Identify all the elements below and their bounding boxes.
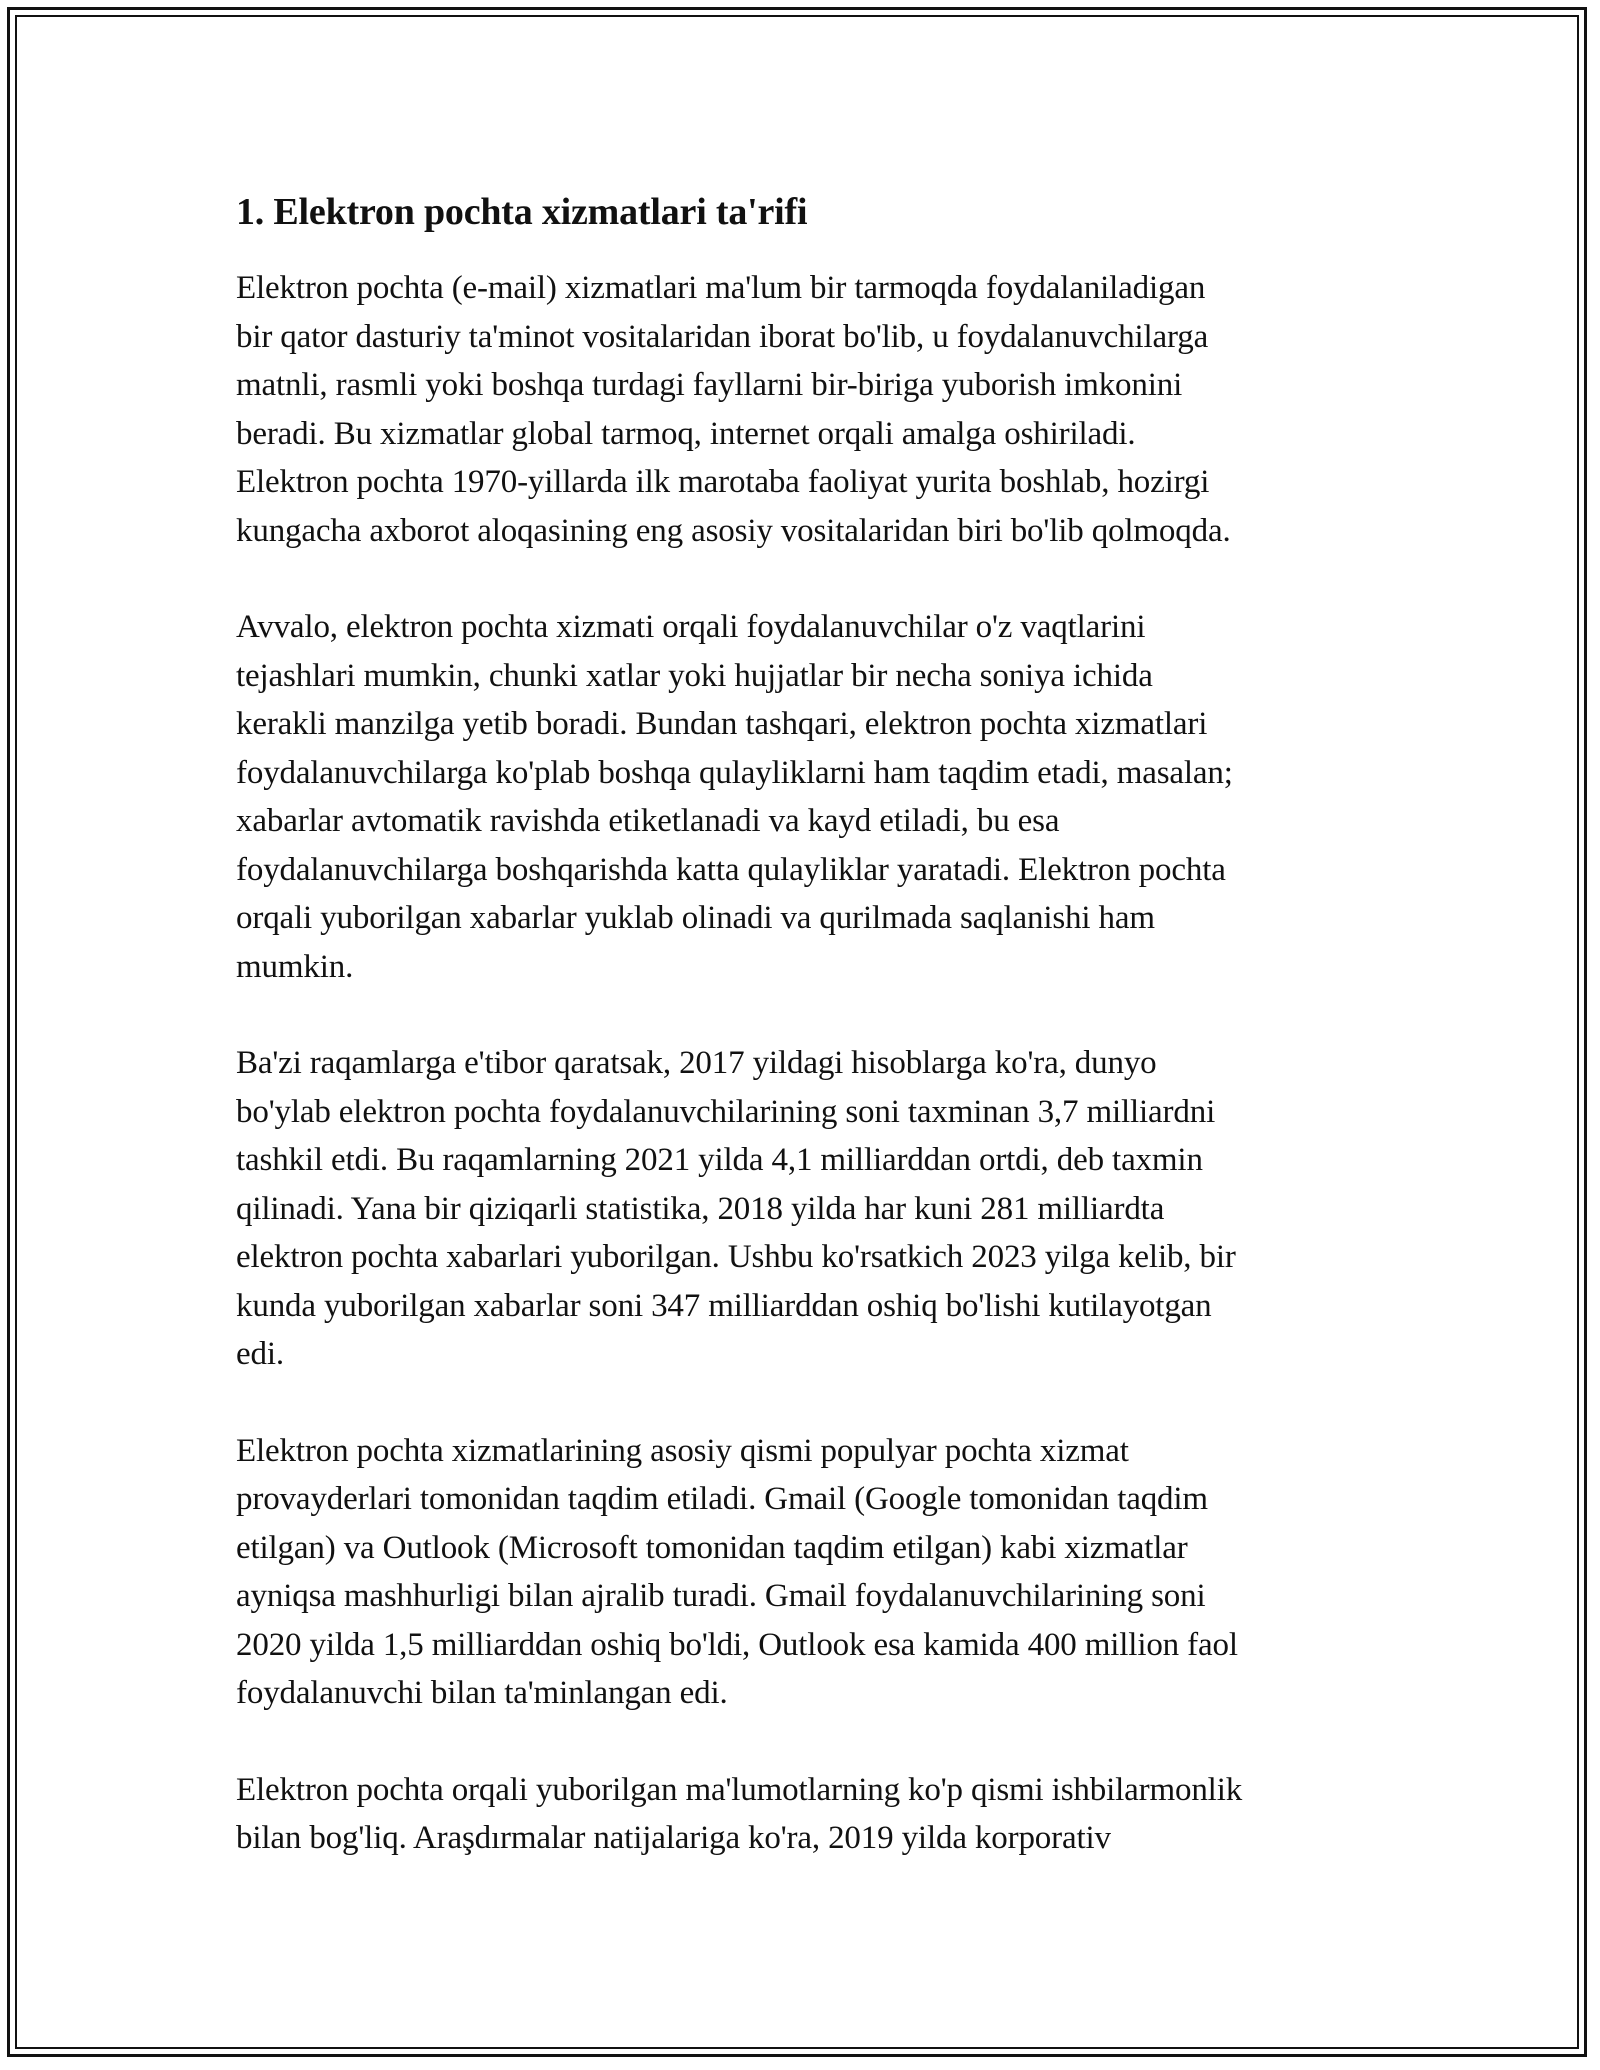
text-line: kungacha axborot aloqasining eng asosiy vositalaridan biri bo'lib qolmoqda.: [236, 512, 1231, 549]
text-line: elektron pochta xabarlari yuborilgan. Ushbu ko'rsatkich 2023 yilga kelib, bir: [236, 1239, 1236, 1275]
section-heading: 1. Elektron pochta xizmatlari ta'rifi: [236, 191, 808, 233]
text-line: tejashlari mumkin, chunki xatlar yoki hujjatlar bir necha soniya ichida: [236, 657, 1153, 694]
text-line: Elektron pochta (e-mail) xizmatlari ma'lum bir tarmoqda foydalaniladigan: [236, 270, 1206, 306]
text-line: xabarlar avtomatik ravishda etiketlanadi va kayd etiladi, bu esa: [236, 803, 1060, 839]
text-line: bo'ylab elektron pochta foydalanuvchilarining soni taxminan 3,7 milliardni: [236, 1093, 1216, 1130]
paragraph-list: [236, 264, 1386, 1863]
text-line: beradi. Bu xizmatlar global tarmoq, internet orqali amalga oshiriladi.: [236, 415, 1136, 452]
text-line: mumkin.: [236, 948, 354, 985]
paragraph: [236, 603, 1386, 991]
text-line: qilinadi. Yana bir qiziqarli statistika, 2018 yilda har kuni 281 milliardta: [236, 1190, 1165, 1227]
document-body: [236, 186, 1386, 1911]
paragraph: [236, 1039, 1386, 1379]
text-line: foydalanuvchilarga boshqarishda katta qulayliklar yaratadi. Elektron pochta: [236, 851, 1226, 888]
text-line: provayderlari tomonidan taqdim etiladi. Gmail (Google tomonidan taqdim: [236, 1481, 1208, 1517]
text-line: Ba'zi raqamlarga e'tibor qaratsak, 2017 yildagi hisoblarga ko'ra, dunyo: [236, 1045, 1157, 1081]
text-line: Elektron pochta orqali yuborilgan ma'lumotlarning ko'p qismi ishbilarmonlik: [236, 1771, 1243, 1808]
text-line: 2020 yilda 1,5 milliarddan oshiq bo'ldi, Outlook esa kamida 400 million faol: [236, 1626, 1238, 1663]
paragraph: [236, 1427, 1386, 1718]
text-line: tashkil etdi. Bu raqamlarning 2021 yilda 4,1 milliarddan ortdi, deb taxmin: [236, 1142, 1203, 1178]
text-line: foydalanuvchilarga ko'plab boshqa qulayliklarni ham taqdim etadi, masalan;: [236, 754, 1233, 791]
text-line: Elektron pochta xizmatlarining asosiy qismi populyar pochta xizmat: [236, 1432, 1129, 1469]
text-line: kerakli manzilga yetib boradi. Bundan tashqari, elektron pochta xizmatlari: [236, 706, 1208, 742]
text-line: bilan bog'liq. Araşdırmalar natijalariga ko'ra, 2019 yilda korporativ: [236, 1820, 1111, 1856]
paragraph: [236, 1766, 1386, 1863]
text-line: orqali yuborilgan xabarlar yuklab olinadi va qurilmada saqlanishi ham: [236, 900, 1155, 936]
text-line: etilgan) va Outlook (Microsoft tomonidan taqdim etilgan) kabi xizmatlar: [236, 1529, 1188, 1566]
text-line: matnli, rasmli yoki boshqa turdagi fayllarni bir-biriga yuborish imkonini: [236, 367, 1183, 403]
text-line: bir qator dasturiy ta'minot vositalaridan iborat bo'lib, u foydalanuvchilarga: [236, 318, 1209, 355]
text-line: ayniqsa mashhurligi bilan ajralib turadi. Gmail foydalanuvchilarining soni: [236, 1578, 1206, 1614]
text-line: kunda yuborilgan xabarlar soni 347 milliarddan oshiq bo'lishi kutilayotgan: [236, 1287, 1212, 1324]
text-line: Avvalo, elektron pochta xizmati orqali foydalanuvchilar o'z vaqtlarini: [236, 609, 1146, 645]
paragraph: [236, 264, 1386, 555]
text-line: edi.: [236, 1336, 284, 1372]
text-line: Elektron pochta 1970-yillarda ilk marotaba faoliyat yurita boshlab, hozirgi: [236, 464, 1210, 500]
text-line: foydalanuvchi bilan ta'minlangan edi.: [236, 1675, 728, 1711]
